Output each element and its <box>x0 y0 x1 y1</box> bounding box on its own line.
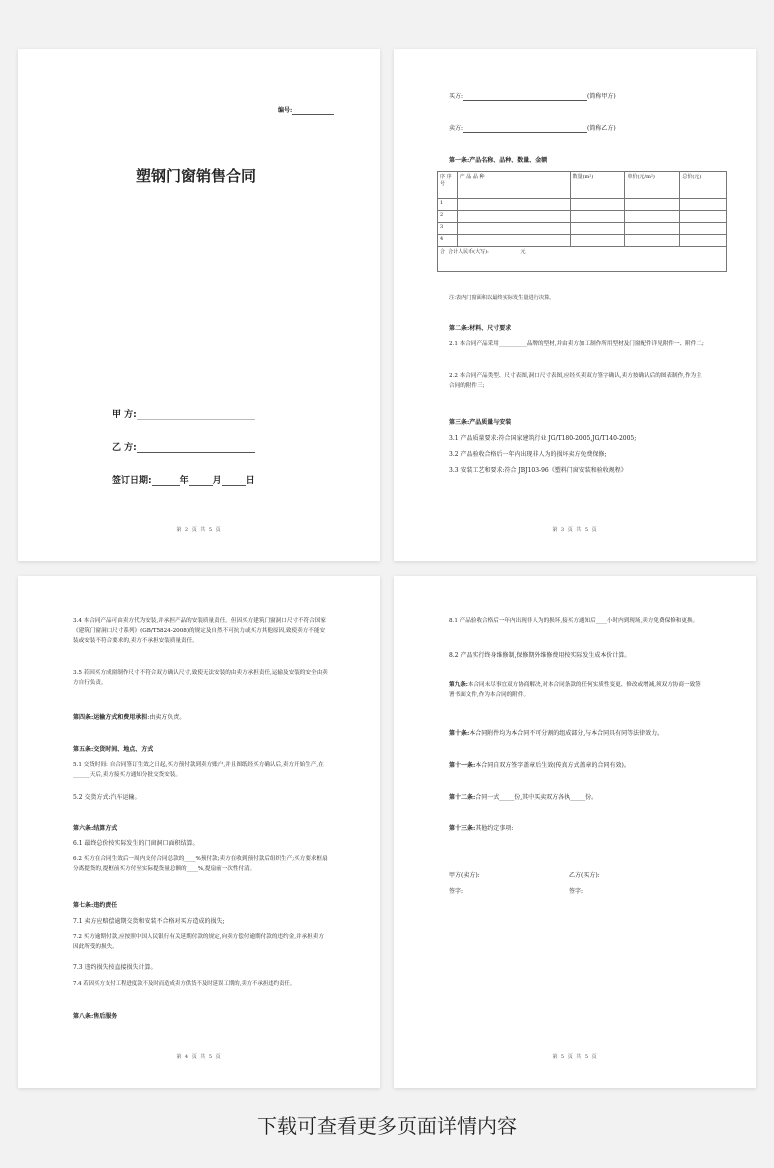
row-index: 1 <box>438 199 458 211</box>
sign-date-field: 签订日期: 年 月 日 <box>112 476 255 486</box>
article-2-1: 2.1 本合同产品采用__________品牌的型材,并由卖方加工制作所用型材及门窗配件详见附件一、附件二; <box>449 341 704 347</box>
table-header: 单价(元/m²) <box>625 172 680 199</box>
party-b-signature: 签字: <box>569 888 584 895</box>
article-6-1: 6.1 最终总价按实际发生的门窗洞口面积结算。 <box>73 840 199 847</box>
article-9: 第九条:本合同未尽事宜双方协商解决,对本合同条款的任何实质性变更、修改或增减,须双方协商一致签署书面文件,作为本合同的附件。 <box>449 682 701 698</box>
product-table <box>437 171 727 272</box>
table-header: 数量(m²) <box>570 172 625 199</box>
total-row: 合 合计人民币(大写): 元 <box>438 247 727 272</box>
page-2 <box>18 49 380 561</box>
article-11: 第十一条:本合同自双方签字盖章后生效(传真方式盖章的合同有效)。 <box>449 762 630 769</box>
table-row <box>438 199 727 211</box>
article-7-2: 7.2 买方逾期付款,应按照中国人民银行有关延期付款的规定,向卖方偿付逾期付款的违约金,并承担卖方因此所受的损失。 <box>73 934 324 950</box>
article-5-2: 5.2 交货方式:汽车运输。 <box>73 794 141 801</box>
article-3-1: 3.1 产品质量要求:符合国家建筑行业 JG/T180-2005,JG/T140-2005; <box>449 435 637 442</box>
article-6-title: 第六条:结算方式 <box>73 825 118 832</box>
article-10: 第十条:本合同附件均为本合同不可分割的组成部分,与本合同具有同等法律效力。 <box>449 730 664 737</box>
article-12: 第十二条:合同一式_____份,其中买卖双方各执_____份。 <box>449 794 598 801</box>
article-13: 第十三条:其他约定事项: <box>449 825 514 832</box>
article-1-title: 第一条:产品名称、品种、数量、金额 <box>449 157 548 164</box>
party-b-buyer: 乙方(买方): <box>569 872 600 879</box>
page-footer: 第 5 页 共 5 页 <box>552 1054 598 1060</box>
page-title: 塑钢门窗销售合同 <box>136 167 257 185</box>
row-index: 2 <box>438 211 458 223</box>
article-7-title: 第七条:违约责任 <box>73 902 118 909</box>
party-a-signature: 签字: <box>449 888 464 895</box>
page-3 <box>394 49 756 561</box>
article-6-2: 6.2 买方在合同生效后一周内支付合同总款的____%预付款;卖方在收到预付款后组织生产;买方要求框扇分离提货的,提框前买方付至实际提货量总额的____%,提扇前一次性付清。 <box>73 856 328 872</box>
article-3-5: 3.5 若因买方成窗制作尺寸不符合双方确认尺寸,致使无法安装的由卖方承担责任,运输及安装的安全由卖方自行负责。 <box>73 670 328 686</box>
row-index: 3 <box>438 223 458 235</box>
article-3-title: 第三条:产品质量与安装 <box>449 419 512 426</box>
article-2-2: 2.2 本合同产品类型、尺寸表图,洞口尺寸表图,应经买卖双方签字确认,卖方按确认后的图表制作,作为主合同的附件三; <box>449 373 702 389</box>
article-2-title: 第二条:材料、尺寸要求 <box>449 325 512 332</box>
article-8-title: 第八条:售后服务 <box>73 1013 118 1020</box>
contract-number: 编号: <box>278 105 334 115</box>
article-7-4: 7.4 若因买方支付工程进度款不及时而造成卖方供货不及时延误工期的,卖方不承担违约责任。 <box>73 981 296 987</box>
table-header: 总价(元) <box>680 172 727 199</box>
page-footer: 第 4 页 共 5 页 <box>176 1054 222 1060</box>
party-a-field: 甲 方: <box>112 407 255 420</box>
page-4 <box>18 576 380 1088</box>
table-row <box>438 223 727 235</box>
table-header: 序 序 号 <box>438 172 458 199</box>
article-3-4: 3.4 本合同产品可由卖方代为安装,并承担产品的安装质量责任。但因买方建筑门窗洞口尺寸不符合国家《建筑门窗洞口尺寸系列》(GB/T5824-2008)的规定及自然不可抗力或买方其他原因,致使卖方不能安装或安装不符合要求的,卖方不承担安装质量责任。 <box>73 618 326 644</box>
article-7-3: 7.3 违约损失按直接损失计算。 <box>73 964 157 971</box>
article-5-1: 5.1 交货时间: 自合同签订生效之日起,买方预付款到卖方账户,并且图纸经买方确认后,卖方开始生产,在______天后,卖方接买方通知分批交货安装。 <box>73 762 324 778</box>
article-8-1: 8.1 产品验收合格后一年内出现非人为的损坏,接买方通知后____小时内到现场,卖方免费保修和更换。 <box>449 618 699 624</box>
article-5-title: 第五条:交货时间、地点、方式 <box>73 746 154 753</box>
article-8-2: 8.2 产品实行终身维修制,保修期外维修费用按实际发生成本价计算。 <box>449 652 631 659</box>
seller-line: 卖方: (简称乙方) <box>449 125 616 132</box>
table-header: 产 品 品 种 <box>457 172 570 199</box>
party-b-field: 乙 方: <box>112 440 255 453</box>
download-more-caption[interactable]: 下载可查看更多页面详情内容 <box>257 1114 517 1138</box>
article-3-2: 3.2 产品验收合格后一年内出现非人为的损坏卖方免费保修; <box>449 451 607 458</box>
row-index: 4 <box>438 235 458 247</box>
page-footer: 第 2 页 共 5 页 <box>176 527 222 533</box>
article-3-3: 3.3 安装工艺和要求:符合 JBJ103-96《塑料门窗安装和验收规程》 <box>449 467 627 474</box>
article-4: 第四条:运输方式和费用承担:由卖方负责。 <box>73 714 186 721</box>
page-footer: 第 3 页 共 5 页 <box>552 527 598 533</box>
table-note: 注:表内门窗面积以最终实际发生量进行决算。 <box>449 295 555 301</box>
party-a-seller: 甲方(卖方): <box>449 872 480 879</box>
page-5 <box>394 576 756 1088</box>
article-7-1: 7.1 卖方应赔偿逾期交货和安装不合格对买方造成的损失; <box>73 918 225 925</box>
table-header-row <box>438 172 727 199</box>
buyer-line: 买方: (简称甲方) <box>449 93 616 100</box>
table-row <box>438 235 727 247</box>
table-row <box>438 211 727 223</box>
